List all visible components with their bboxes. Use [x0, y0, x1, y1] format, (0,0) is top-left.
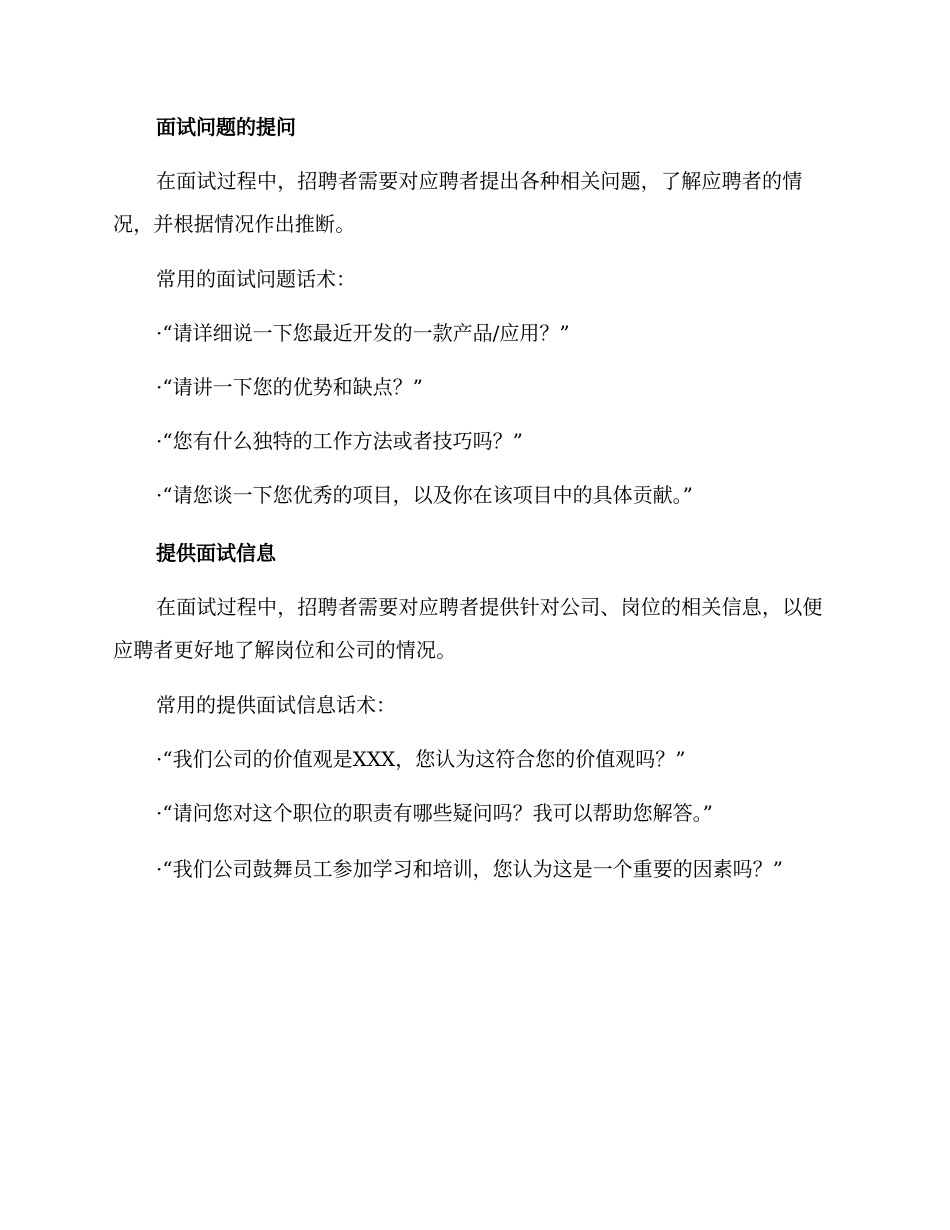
list-title: 常用的面试问题话术：	[156, 267, 356, 291]
list-item: ·“请问您对这个职位的职责有哪些疑问吗？我可以帮助您解答。”	[156, 801, 713, 825]
list-item: ·“请讲一下您的优势和缺点？”	[156, 375, 423, 399]
list-title: 常用的提供面试信息话术：	[156, 693, 396, 717]
list-item: ·“我们公司的价值观是XXX，您认为这符合您的价值观吗？”	[156, 747, 686, 771]
list-item: ·“请详细说一下您最近开发的一款产品/应用？”	[156, 321, 570, 345]
section-intro-paragraph: 在面试过程中，招聘者需要对应聘者提供针对公司、岗位的相关信息，以便应聘者更好地了解岗位和公司的情况。	[113, 595, 823, 662]
list-item: ·“您有什么独特的工作方法或者技巧吗？”	[156, 429, 523, 453]
section-intro-paragraph: 在面试过程中，招聘者需要对应聘者提出各种相关问题，了解应聘者的情况，并根据情况作出推断。	[113, 169, 803, 236]
section-heading-interview-questions: 面试问题的提问	[156, 115, 296, 139]
section-heading-interview-info: 提供面试信息	[156, 541, 276, 565]
list-item: ·“我们公司鼓舞员工参加学习和培训，您认为这是一个重要的因素吗？”	[156, 857, 783, 881]
list-item: ·“请您谈一下您优秀的项目，以及你在该项目中的具体贡献。”	[156, 483, 693, 507]
